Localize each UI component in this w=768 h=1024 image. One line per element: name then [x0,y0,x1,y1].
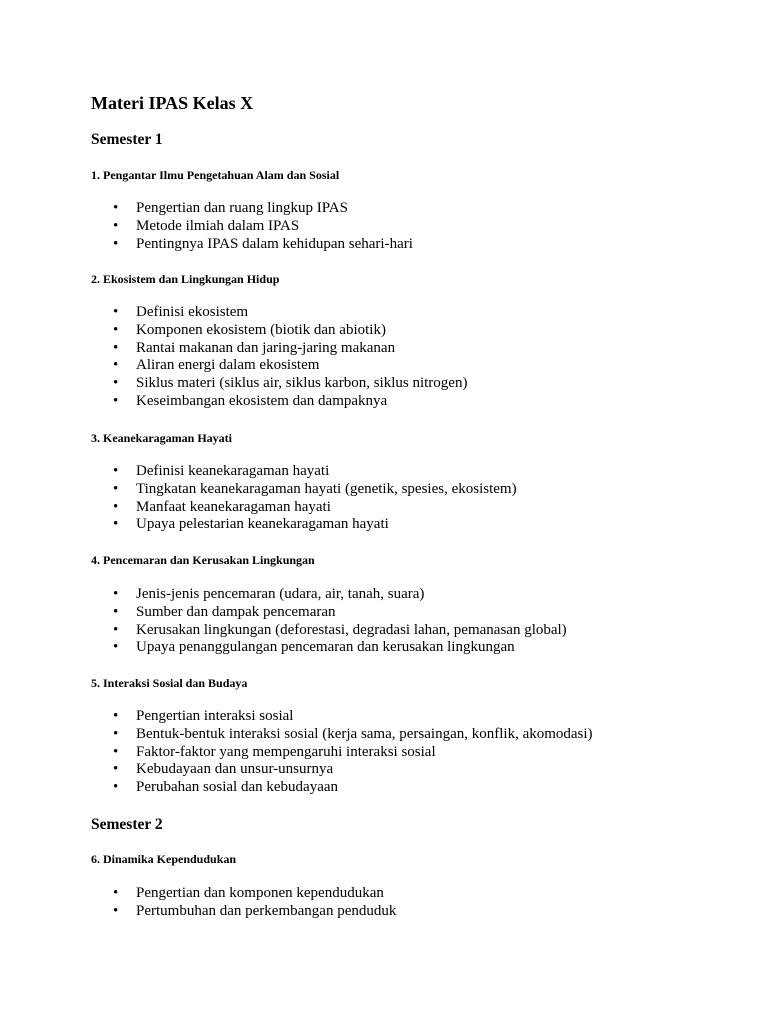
topic-2-list [91,304,467,411]
list-item: • Pertumbuhan dan perkembangan penduduk [91,903,396,921]
topic-5-list [91,708,593,797]
semester-1-heading: Semester 1 [91,131,163,148]
list-item: • Pengertian interaksi sosial [91,708,593,726]
topic-4-heading: 4. Pencemaran dan Kerusakan Lingkungan [91,553,315,567]
list-item: • Metode ilmiah dalam IPAS [91,218,413,236]
list-item: • Manfaat keanekaragaman hayati [91,499,517,517]
list-item: • Kerusakan lingkungan (deforestasi, degradasi lahan, pemanasan global) [91,622,567,640]
list-item: • Faktor-faktor yang mempengaruhi interaksi sosial [91,744,593,762]
list-item: • Siklus materi (siklus air, siklus karbon, siklus nitrogen) [91,375,467,393]
topic-6-heading: 6. Dinamika Kependudukan [91,852,237,866]
list-item: • Pengertian dan ruang lingkup IPAS [91,200,413,218]
list-item: • Upaya penanggulangan pencemaran dan kerusakan lingkungan [91,639,567,657]
topic-1-heading: 1. Pengantar Ilmu Pengetahuan Alam dan Sosial [91,168,340,182]
list-item: • Upaya pelestarian keanekaragaman hayati [91,516,517,534]
list-item: • Definisi keanekaragaman hayati [91,463,517,481]
topic-5-heading: 5. Interaksi Sosial dan Budaya [91,676,248,690]
topic-6-list [91,885,396,921]
document-title: Materi IPAS Kelas X [91,93,254,113]
list-item: • Aliran energi dalam ekosistem [91,357,467,375]
topic-3-heading: 3. Keanekaragaman Hayati [91,431,232,445]
list-item: • Sumber dan dampak pencemaran [91,604,567,622]
list-item: • Definisi ekosistem [91,304,467,322]
topic-2-heading: 2. Ekosistem dan Lingkungan Hidup [91,272,280,286]
list-item: • Bentuk-bentuk interaksi sosial (kerja sama, persaingan, konflik, akomodasi) [91,726,593,744]
list-item: • Komponen ekosistem (biotik dan abiotik) [91,322,467,340]
list-item: • Tingkatan keanekaragaman hayati (genetik, spesies, ekosistem) [91,481,517,499]
list-item: • Jenis-jenis pencemaran (udara, air, tanah, suara) [91,586,567,604]
list-item: • Keseimbangan ekosistem dan dampaknya [91,393,467,411]
topic-4-list [91,586,567,657]
topic-3-list [91,463,517,534]
list-item: • Perubahan sosial dan kebudayaan [91,779,593,797]
list-item: • Kebudayaan dan unsur-unsurnya [91,761,593,779]
list-item: • Pentingnya IPAS dalam kehidupan sehari-hari [91,236,413,254]
list-item: • Rantai makanan dan jaring-jaring makanan [91,340,467,358]
semester-2-heading: Semester 2 [91,816,163,833]
topic-1-list [91,200,413,253]
list-item: • Pengertian dan komponen kependudukan [91,885,396,903]
